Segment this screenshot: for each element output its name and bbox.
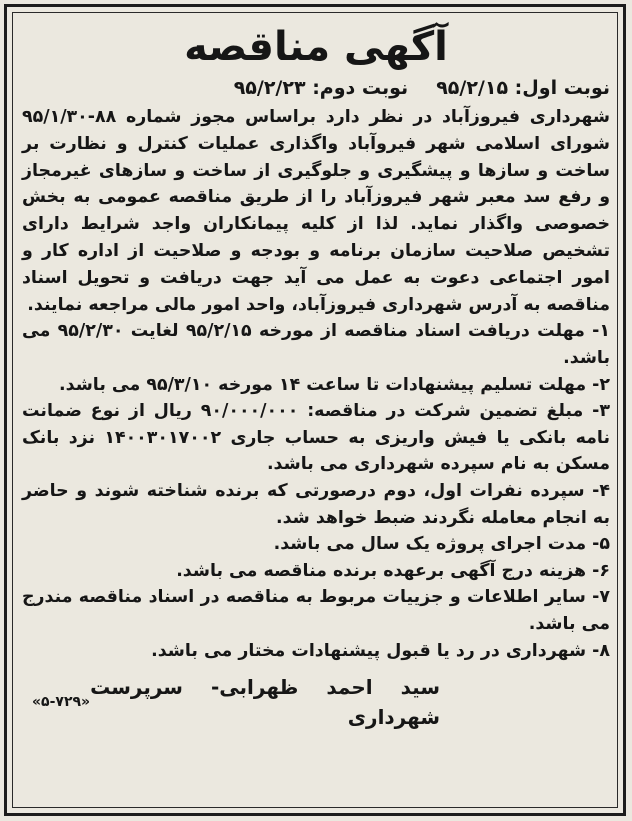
first-round-date: نوبت اول: ۹۵/۲/۱۵ [436,77,610,99]
ad-code: «۵-۷۲۹» [32,694,91,711]
condition-item: ۸- شهرداری در رد یا قبول پیشنهادات مختار می باشد. [151,640,610,661]
conditions-list [22,318,610,664]
condition-item: ۱- مهلت دریافت اسناد مناقصه از مورخه ۹۵/۲/۱۵ لغایت ۹۵/۲/۳۰ می باشد. [22,321,610,368]
condition-item: ۶- هزینه درج آگهی برعهده برنده مناقصه می باشد. [176,560,610,581]
condition-item: ۳- مبلغ تضمین شرکت در مناقصه: ۹۰/۰۰۰/۰۰۰ ریال از نوع ضمانت نامه بانکی یا فیش واریزی به حساب جاری ۱۴۰۰۳۰۱۷۰۰۲ نزد بانک مسکن به نام سپرده شهرداری می باشد. [22,401,610,475]
notice-content [22,22,610,802]
publication-dates [22,74,610,102]
signature-row [22,672,610,732]
notice-title: آگهی مناقصه [184,24,448,70]
signature: سید احمد ظهرابی- سرپرست شهرداری [90,675,440,730]
second-round-date: نوبت دوم: ۹۵/۲/۲۳ [233,77,409,99]
notice-intro: شهرداری فیروزآباد در نظر دارد براساس مجوز شماره ۸۸-۹۵/۱/۳۰ شورای اسلامی شهر فیروآباد واگذاری عملیات کنترل و نظارت بر ساخت و سازها و پیشگیری و جلوگیری از ساخت و سازهای غیرمجاز و رفع سد معبر شهر فیروزآباد را از طریق مناقصه عمومی به بخش خصوصی واگذار نماید. لذا از کلیه پیمانکاران واجد شرایط دارای تشخیص صلاحیت سازمان برنامه و بودجه و صلاحیت از اداره کار و امور اجتماعی دعوت به عمل می آید جهت دریافت و تحویل اسناد مناقصه به آدرس شهرداری فیروزآباد، واحد امور مالی مراجعه نمایند. [22,107,610,315]
condition-item: ۴- سپرده نفرات اول، دوم درصورتی که برنده شناخته شوند و حاضر به انجام معامله نگردند ضبط خواهد شد. [22,480,610,528]
condition-item: ۷- سایر اطلاعات و جزییات مربوط به مناقصه در اسناد مناقصه مندرج می باشد. [22,587,610,634]
condition-item: ۲- مهلت تسلیم پیشنهادات تا ساعت ۱۴ مورخه ۹۵/۳/۱۰ می باشد. [59,374,610,395]
condition-item: ۵- مدت اجرای پروژه یک سال می باشد. [273,534,610,555]
